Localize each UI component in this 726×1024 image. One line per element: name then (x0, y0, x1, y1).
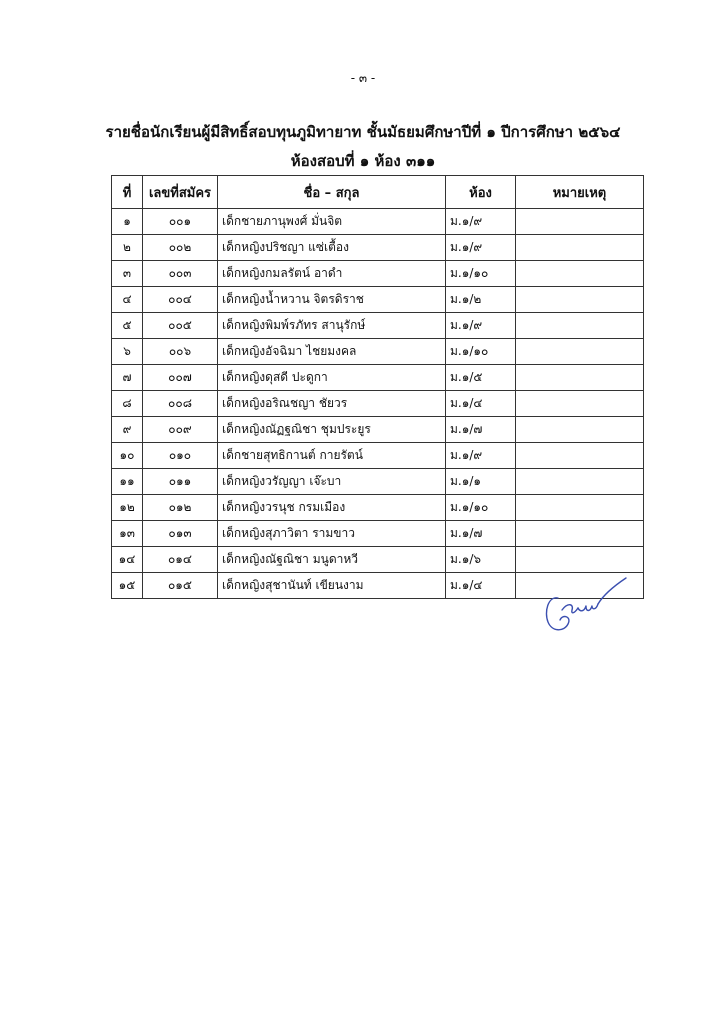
class-room: ม.๑/๖ (446, 547, 516, 573)
application-number: ๐๑๓ (143, 521, 218, 547)
roster-body (112, 209, 644, 599)
application-number: ๐๑๒ (143, 495, 218, 521)
document-title: รายชื่อนักเรียนผู้มีสิทธิ์สอบทุนภูมิทายาท ชั้นมัธยมศึกษาปีที่ ๑ ปีการศึกษา ๒๕๖๔ (105, 123, 621, 141)
application-number: ๐๐๓ (143, 261, 218, 287)
application-number: ๐๑๑ (143, 469, 218, 495)
table-row (112, 495, 644, 521)
row-number: ๕ (112, 313, 143, 339)
table-row (112, 339, 644, 365)
student-name: เด็กหญิงวรัญญา เจ๊ะบา (218, 469, 446, 495)
class-room: ม.๑/๑๐ (446, 261, 516, 287)
student-name: เด็กหญิงอัจฉิมา ไชยมงคล (218, 339, 446, 365)
student-name: เด็กหญิงสุภาวิตา รามขาว (218, 521, 446, 547)
class-room: ม.๑/๔ (446, 391, 516, 417)
class-room: ม.๑/๑๐ (446, 339, 516, 365)
remarks-cell (516, 521, 644, 547)
remarks-cell (516, 547, 644, 573)
row-number: ๘ (112, 391, 143, 417)
student-name: เด็กหญิงอริณชญา ชัยวร (218, 391, 446, 417)
class-room: ม.๑/๙ (446, 235, 516, 261)
table-row (112, 521, 644, 547)
student-name: เด็กชายภานุพงศ์ มั่นจิต (218, 209, 446, 235)
exam-room-subtitle: ห้องสอบที่ ๑ ห้อง ๓๑๑ (290, 152, 436, 170)
header-full-name: ชื่อ – สกุล (218, 176, 446, 209)
table-row (112, 417, 644, 443)
student-name: เด็กหญิงน้ำหวาน จิตรดิราช (218, 287, 446, 313)
student-name: เด็กหญิงณัฏฐณิชา ชุมประยูร (218, 417, 446, 443)
class-room: ม.๑/๙ (446, 209, 516, 235)
remarks-cell (516, 391, 644, 417)
table-row (112, 313, 644, 339)
student-name: เด็กหญิงดุสดี ปะดูกา (218, 365, 446, 391)
table-row (112, 547, 644, 573)
application-number: ๐๑๔ (143, 547, 218, 573)
row-number: ๑๑ (112, 469, 143, 495)
row-number: ๗ (112, 365, 143, 391)
remarks-cell (516, 209, 644, 235)
application-number: ๐๐๘ (143, 391, 218, 417)
row-number: ๑๕ (112, 573, 143, 599)
row-number: ๑๒ (112, 495, 143, 521)
class-room: ม.๑/๑ (446, 469, 516, 495)
table-row (112, 391, 644, 417)
student-name: เด็กหญิงปริชญา แซ่เตื้อง (218, 235, 446, 261)
class-room: ม.๑/๒ (446, 287, 516, 313)
page-number: - ๓ - (350, 71, 376, 85)
table-row (112, 469, 644, 495)
student-name: เด็กหญิงวรนุช กรมเมือง (218, 495, 446, 521)
student-name: เด็กหญิงกมลรัตน์ อาดำ (218, 261, 446, 287)
row-number: ๒ (112, 235, 143, 261)
row-number: ๓ (112, 261, 143, 287)
application-number: ๐๐๖ (143, 339, 218, 365)
class-room: ม.๑/๙ (446, 313, 516, 339)
application-number: ๐๐๒ (143, 235, 218, 261)
application-number: ๐๐๗ (143, 365, 218, 391)
signature-image (538, 570, 638, 642)
remarks-cell (516, 339, 644, 365)
header-application-no: เลขที่สมัคร (143, 176, 218, 209)
remarks-cell (516, 417, 644, 443)
row-number: ๖ (112, 339, 143, 365)
application-number: ๐๐๔ (143, 287, 218, 313)
class-room: ม.๑/๗ (446, 521, 516, 547)
application-number: ๐๐๑ (143, 209, 218, 235)
remarks-cell (516, 443, 644, 469)
application-number: ๐๐๙ (143, 417, 218, 443)
remarks-cell (516, 313, 644, 339)
remarks-cell (516, 261, 644, 287)
row-number: ๑๔ (112, 547, 143, 573)
student-name: เด็กหญิงณัฐณิชา มนูดาหวี (218, 547, 446, 573)
application-number: ๐๑๕ (143, 573, 218, 599)
student-name: เด็กหญิงสุชานันท์ เขียนงาม (218, 573, 446, 599)
class-room: ม.๑/๗ (446, 417, 516, 443)
table-header-row (112, 176, 644, 209)
row-number: ๑๐ (112, 443, 143, 469)
class-room: ม.๑/๙ (446, 443, 516, 469)
student-name: เด็กชายสุทธิกานต์ กายรัตน์ (218, 443, 446, 469)
class-room: ม.๑/๔ (446, 573, 516, 599)
header-room: ห้อง (446, 176, 516, 209)
class-room: ม.๑/๕ (446, 365, 516, 391)
table-row (112, 443, 644, 469)
remarks-cell (516, 495, 644, 521)
row-number: ๑ (112, 209, 143, 235)
application-number: ๐๑๐ (143, 443, 218, 469)
remarks-cell (516, 287, 644, 313)
remarks-cell (516, 469, 644, 495)
header-no: ที่ (112, 176, 143, 209)
student-roster-table (111, 175, 644, 599)
application-number: ๐๐๕ (143, 313, 218, 339)
header-remarks: หมายเหตุ (516, 176, 644, 209)
class-room: ม.๑/๑๐ (446, 495, 516, 521)
student-name: เด็กหญิงพิมพ์รภัทร สานุรักษ์ (218, 313, 446, 339)
table-row (112, 365, 644, 391)
table-row (112, 235, 644, 261)
row-number: ๔ (112, 287, 143, 313)
table-row (112, 261, 644, 287)
row-number: ๑๓ (112, 521, 143, 547)
table-row (112, 287, 644, 313)
row-number: ๙ (112, 417, 143, 443)
table-row (112, 209, 644, 235)
remarks-cell (516, 235, 644, 261)
remarks-cell (516, 365, 644, 391)
